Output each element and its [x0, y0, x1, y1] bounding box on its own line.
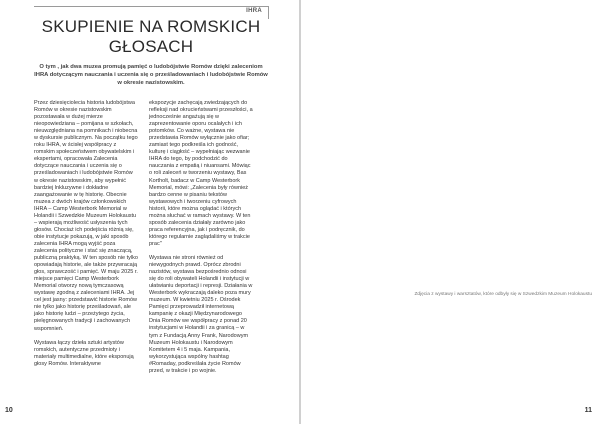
running-head: IHRA [246, 8, 262, 14]
paragraph: Przez dziesięciolecia historia ludobójstwa Romów w okresie nazistowskim pozostawała w dużej mierze nieopowiedziana – pomijana w szkołach, nieuwzględniana na pomnikach i niobecna w dyskursie publicznym. Na początku tego roku IHRA, w ścisłej współpracy z romskim społeczeństwem obywatelskim i ekspertami, opracowała Zalecenia dotyczące nauczania i uczenia się o prześladowaniach i ludobójstwie Romów w okresie nazistowskim, aby wypełnić bardziej lnkluzywne i dokładne zaangażowanie w tę historię. Obecnie muzea z dwóch krajów członkowskich IHRA – Camp Westerbork Memorial w Holandii i Szwedzkie Muzeum Holokaustu – wspierają możliwość usłyszenia tych głosów. Chociaż ich podejścia różnią się, obie instytucje pokazują, w jaki sposób zalecenia IHRA mogą wyjść poza zalecenia polityczne i stać się znaczącą, publiczną praktyką. W ten sposób nie tylko opowiadają historie, ale także przywracają głos, sprawczość i pamięć. W maju 2025 r. miejsce pamięci Camp Westerbork Memorial otworzy nową tymczasową wystawę zgodną z zaleceniami IHRA. Jej cel jest jasny: przedstawić historie Romów nie tylko jako historię prześladowań, ale jako historię ludzi – przeżytego życia, pielęgnowanych tradycji i zachowanych wspomnień. [34, 100, 138, 332]
title-line-2: GŁOSACH [108, 37, 194, 56]
paragraph: ekspozycje zachęcają zwiedzających do refleksji nad okrucieństwami przeszłości, a jednocześnie angażują się w zaprezentowanie oporu ocalałych i ich potomków. Co ważne, wystawa nie przedstawia Romów wyłącznie jako ofiar; zamiast tego podkreśla ich godność, kulturę i ciągłość – wypełniając wezwanie IHRA do tego, by podchodzić do nauczania z empatią i niuansami. Mówiąc o roli zaleceń w tworzeniu wystawy, Bas Kortholt, badacz w Camp Westerbork Memorial, mówi: „Zalecenia były również bardzo cenne w pisaniu tekstów wystawowych i tworzeniu cyfrowych historii, które można oglądać i których można słuchać w ramach wystawy. W ten sposób zalecenia działały zarówno jako praca referencyjna, jak i podręcznik, do którego regularnie zaglądaliśmy w trakcie prac" [149, 100, 253, 247]
page-number-left: 10 [5, 407, 13, 414]
photo-caption: Zdjęcia z wystawy i warsztatów, które odbyły się w Szwedzkim Muzeum Holokaustu [414, 292, 592, 297]
left-page [0, 0, 299, 424]
article-title [34, 17, 268, 57]
title-line-1: SKUPIENIE NA ROMSKICH [41, 17, 261, 36]
page-number-right: 11 [584, 407, 592, 414]
right-page [301, 0, 600, 424]
body-column-1 [34, 100, 138, 375]
paragraph: Wystawa nie stroni również od niewygodnych prawd. Oprócz zbrodni nazistów, wystawa bezpośrednio odnosi się do roli obywateli Holandii i instytucji w ułatwianiu deportacji i represji. Działania w Westerbork wykraczają daleko poza mury muzeum. W kwietniu 2025 r. Ośrodek Pamięci przeprowadził internetową kampanię z okazji Międzynarodowego Dnia Romów we współpracy z ponad 20 instytucjami w Holandii i za granicą – w tym z Fundacją Anny Frank, Narodowym Muzeum Holokaustu i Narodowym Komitetem 4 i 5 maja. Kampania, wykorzystująca wspólny hashtag #Romaday, podkreślała życie Romów przed, w trakcie i po wojnie. [149, 254, 253, 374]
article-lead: O tym , jak dwa muzea promują pamięć o ludobójstwie Romów dzięki zaleceniom IHRA dotyczącym nauczania i uczenia się o prześladowaniach i ludobójstwie Romów w okresie nazistowskim. [34, 64, 268, 87]
paragraph: Wystawa łączy dzieła sztuki artystów romskich, autentyczne przedmioty i materiały multimedialne, które eksponują głosy Romów. Interaktywne [34, 339, 134, 367]
body-column-2 [149, 100, 253, 382]
